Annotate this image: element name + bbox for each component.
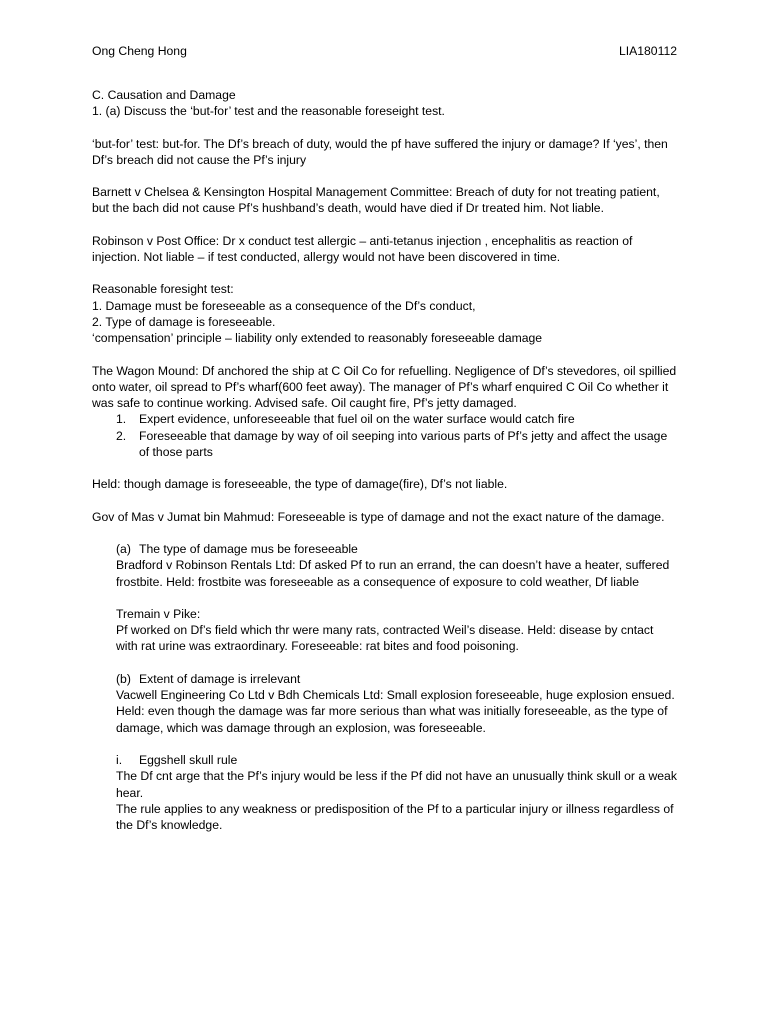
foresight-heading: Reasonable foresight test:	[92, 282, 234, 297]
list-item	[92, 428, 677, 461]
list-number: 1.	[116, 412, 127, 427]
list-item	[92, 411, 677, 427]
eggshell-line-1: The Df cnt arge that the Pf’s injury would be less if the Pf did not have an unusually think skull or a weak hear.	[116, 769, 677, 800]
subsection-marker: (b)	[116, 671, 131, 686]
list-text: Foreseeable that damage by way of oil seeping into various parts of Pf’s jetty and affect the usage of those parts	[139, 428, 668, 460]
subsection-extent	[92, 671, 677, 687]
subsection-eggshell	[92, 752, 677, 768]
student-id: LIA180112	[618, 44, 677, 58]
but-for-definition: ‘but-for’ test: but-for. The Df’s breach of duty, would the pf have suffered the injury or damage? If ‘yes’, then Df’s breach did not cause the Pf’s injury	[92, 136, 668, 167]
tremain-heading: Tremain v Pike:	[116, 606, 201, 621]
list-text: Expert evidence, unforeseeable that fuel oil on the water surface would catch fire	[139, 412, 575, 427]
list-number: 2.	[116, 428, 127, 443]
document-body	[92, 87, 677, 849]
subsection-heading: The type of damage mus be foreseeable	[139, 541, 358, 556]
case-bradford: Bradford v Robinson Rentals Ltd: Df asked Pf to run an errand, the can doesn’t have a heater, suffered frostbite. Held: frostbite was foreseeable as a consequence of exposure to cold weather, Df liable	[116, 558, 670, 589]
case-barnett: Barnett v Chelsea & Kensington Hospital Management Committee: Breach of duty for not treating patient, but the bach did not cause Pf’s hushband’s death, would have died if Dr treated him. Not liable.	[92, 185, 660, 216]
wagon-mound-held: Held: though damage is foreseeable, the type of damage(fire), Df’s not liable.	[92, 477, 508, 492]
case-gov-mas: Gov of Mas v Jumat bin Mahmud: Foreseeable is type of damage and not the exact nature of the damage.	[92, 509, 665, 524]
page-header	[92, 43, 677, 59]
case-vacwell: Vacwell Engineering Co Ltd v Bdh Chemicals Ltd: Small explosion foreseeable, huge explosion ensued. Held: even though the damage was far more serious than what was initially foreseeable, as the type of damage, which was damage through an explosion, was foreseeable.	[116, 688, 675, 735]
foresight-point-2: 2. Type of damage is foreseeable.	[92, 314, 276, 329]
case-wagon-mound: The Wagon Mound: Df anchored the ship at C Oil Co for refuelling. Negligence of Df’s stevedores, oil spillied onto water, oil spread to Pf’s wharf(600 feet away). The manager of Pf’s wharf enquired C Oil Co whether it was safe to continue working. Advised safe. Oil caught fire, Pf’s jetty damaged.	[92, 363, 677, 411]
case-tremain: Pf worked on Df’s field which thr were many rats, contracted Weil’s disease. Held: disease by cntact with rat urine was extraordinary. Foreseeable: rat bites and food poisoning.	[116, 623, 654, 654]
foresight-point-1: 1. Damage must be foreseeable as a consequence of the Df’s conduct,	[92, 298, 476, 313]
subsection-marker: (a)	[116, 541, 131, 556]
subsection-heading: Eggshell skull rule	[139, 752, 238, 767]
eggshell-line-2: The rule applies to any weakness or predisposition of the Pf to a particular injury or illness regardless of the Df’s knowledge.	[116, 801, 674, 833]
wagon-mound-list	[92, 411, 677, 460]
compensation-principle: ‘compensation’ principle – liability only extended to reasonably foreseeable damage	[92, 331, 543, 346]
subsection-heading: Extent of damage is irrelevant	[139, 671, 301, 686]
case-robinson: Robinson v Post Office: Dr x conduct test allergic – anti-tetanus injection , encephalitis as reaction of injection. Not liable – if test conducted, allergy would not have been discovered in time.	[92, 233, 633, 265]
question-text: 1. (a) Discuss the ‘but-for’ test and the reasonable foreseight test.	[92, 104, 445, 119]
subsection-type-of-damage	[92, 541, 677, 557]
subsection-marker: i.	[116, 752, 123, 767]
author-name: Ong Cheng Hong	[92, 44, 187, 58]
section-title: C. Causation and Damage	[92, 88, 236, 102]
